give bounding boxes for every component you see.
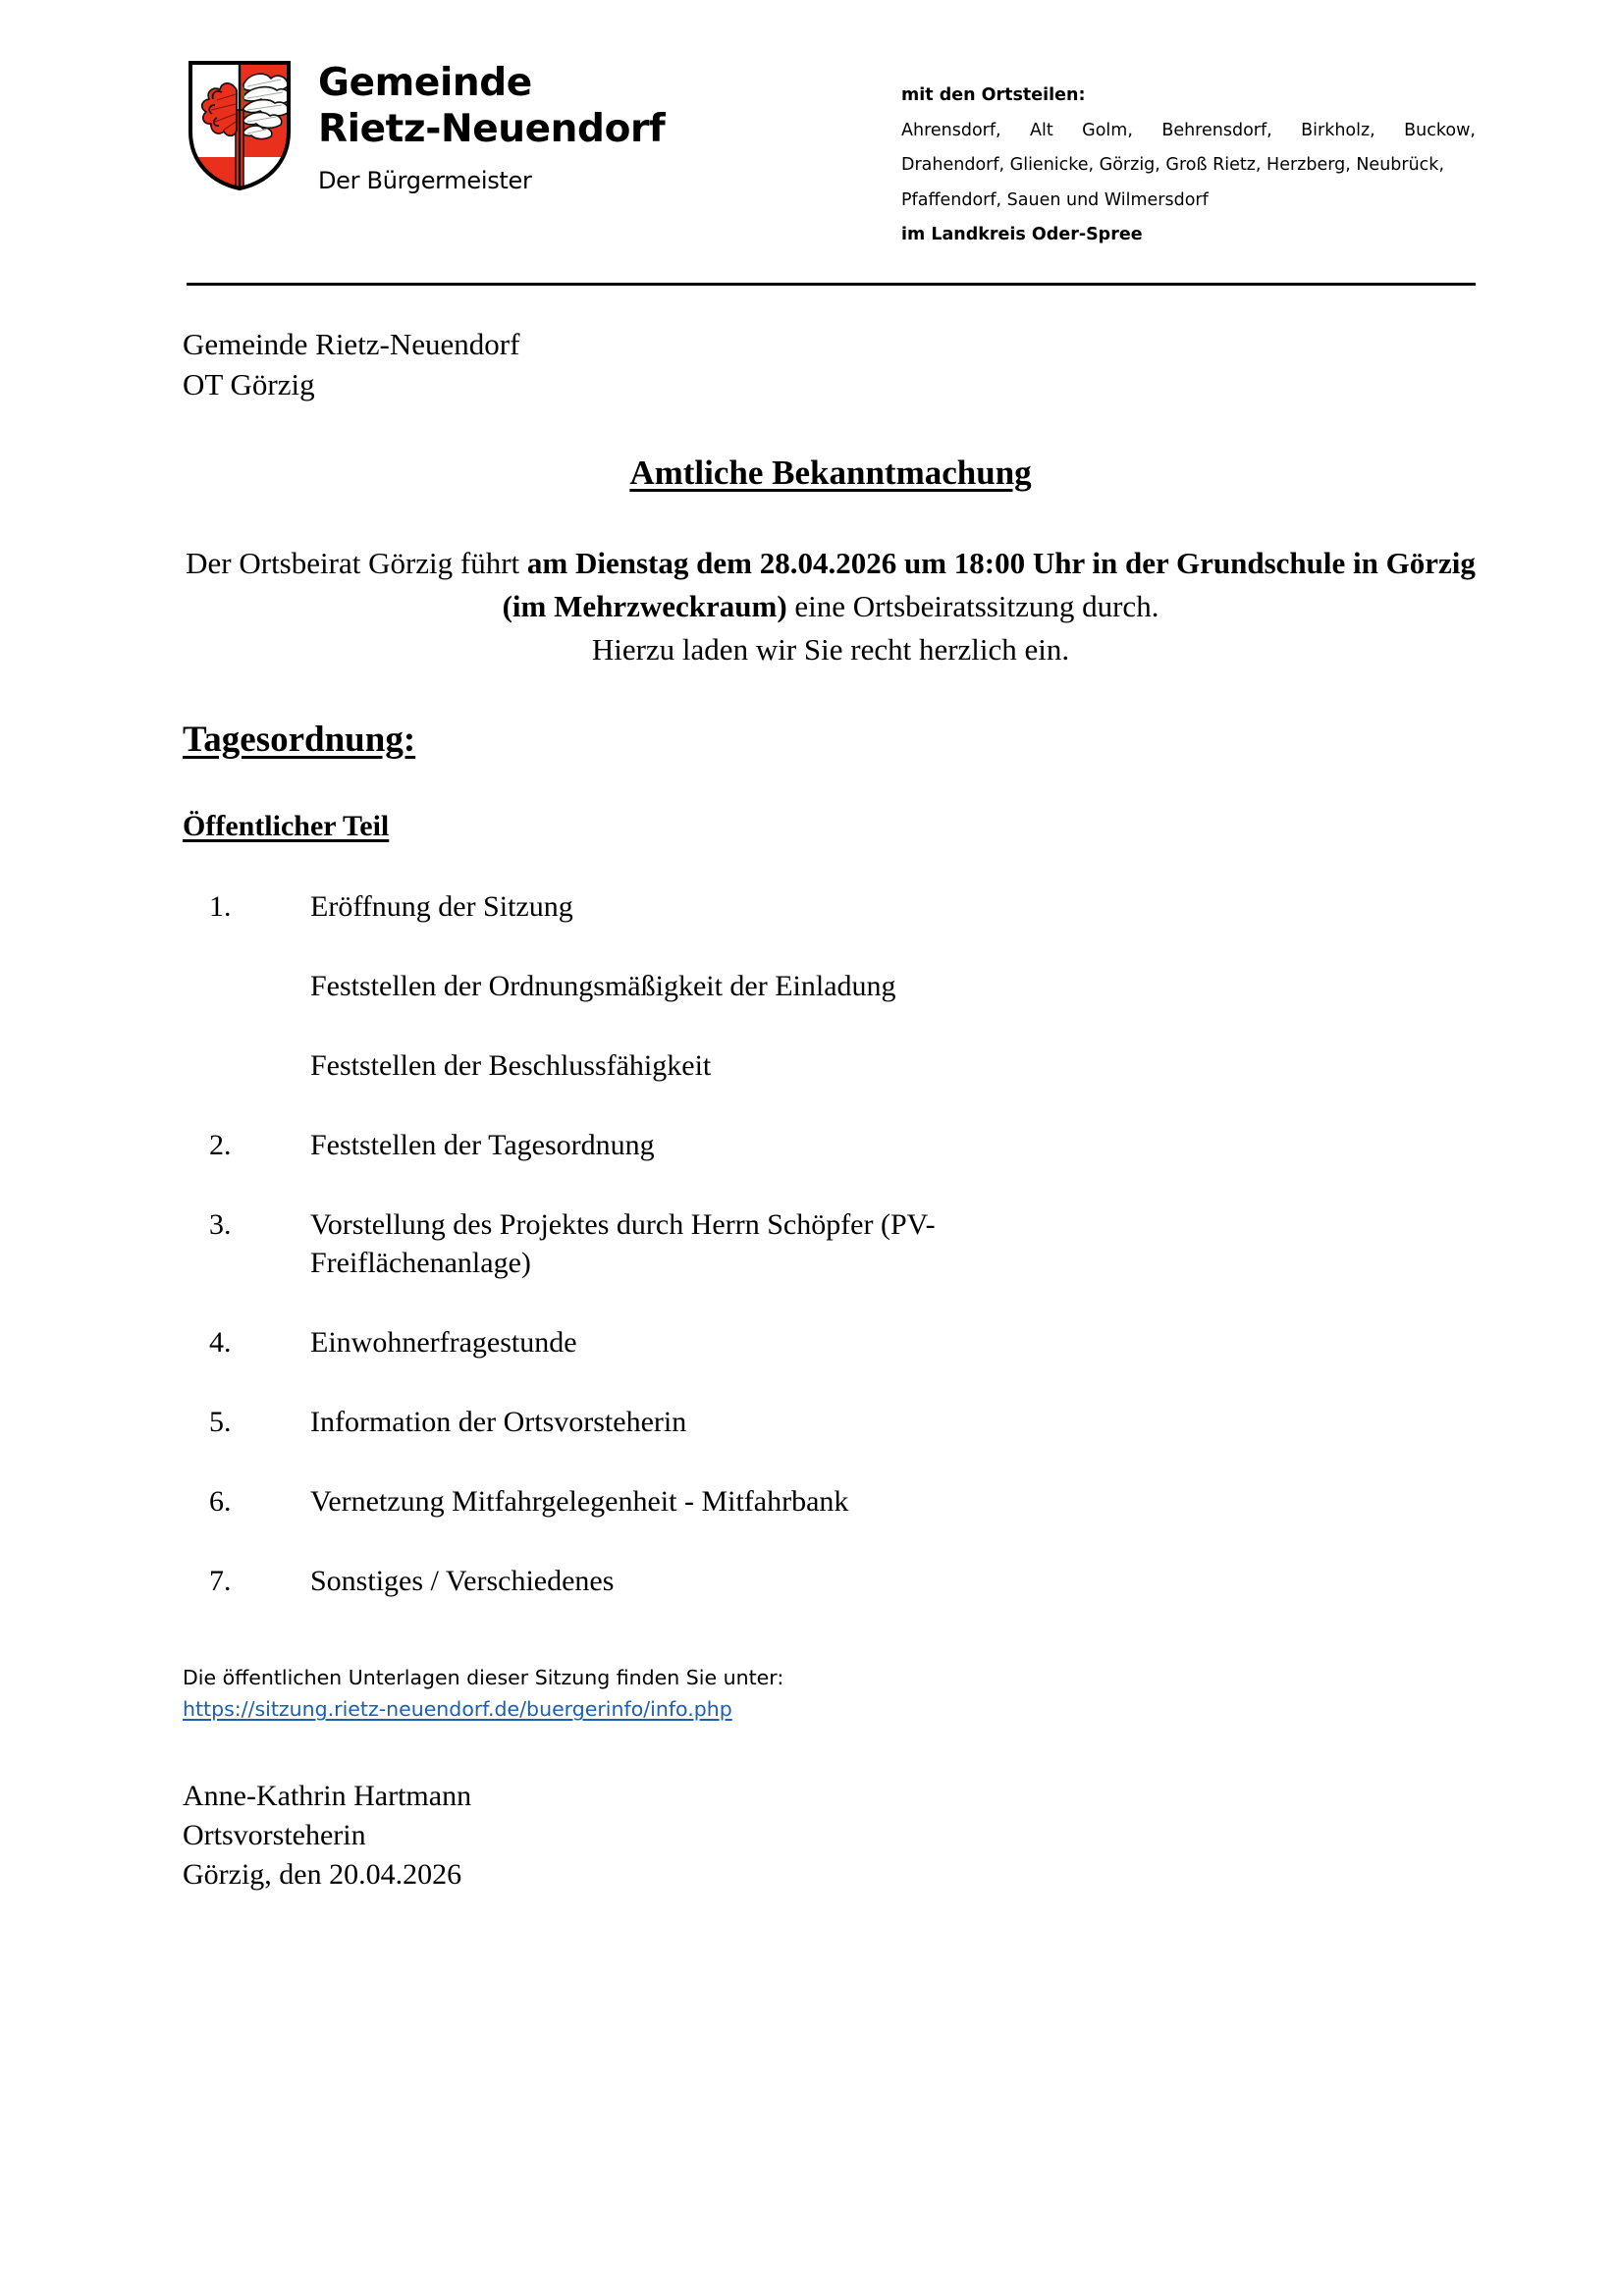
agenda-item-text: Sonstiges / Verschiedenes (310, 1565, 615, 1598)
ortsteile-line-2: Drahendorf, Glienicke, Görzig, Groß Rietz, Herzberg, Neubrück, (901, 155, 1445, 176)
agenda-item (183, 1126, 1479, 1164)
header-divider (187, 283, 1476, 286)
agenda-item (183, 887, 1479, 926)
district-label: im Landkreis Oder-Spree (901, 225, 1143, 245)
agenda-item-number: 7. (209, 1565, 232, 1598)
addressee-block (183, 324, 1479, 404)
lead-invitation-line: Hierzu laden wir Sie recht herzlich ein. (591, 632, 1070, 667)
documents-link[interactable]: https://sitzung.rietz-neuendorf.de/buergerinfo/info.php (183, 1697, 732, 1722)
public-part-heading: Öffentlicher Teil (183, 810, 390, 843)
agenda-list (183, 887, 1479, 1600)
letterhead (187, 57, 1476, 253)
page-title: Amtliche Bekanntmachung (629, 454, 1032, 493)
coat-of-arms-icon (187, 59, 293, 192)
signature-place-date: Görzig, den 20.04.2026 (183, 1858, 462, 1892)
addressee-line-1: Gemeinde Rietz-Neuendorf (183, 327, 520, 361)
lead-text-part-2: eine Ortsbeiratssitzung durch. (786, 589, 1159, 624)
agenda-item (183, 1046, 1479, 1085)
agenda-item-number: 4. (209, 1326, 232, 1360)
agenda-item-text: Feststellen der Beschlussfähigkeit (310, 1049, 712, 1083)
ortsteile-line-1: Ahrensdorf, Alt Golm, Behrensdorf, Birkholz, Buckow, (901, 120, 1476, 140)
addressee-line-2: OT Görzig (183, 367, 315, 402)
lead-paragraph (183, 542, 1479, 671)
agenda-heading: Tagesordnung: (183, 720, 416, 761)
agenda-item-text: Vorstellung des Projektes durch Herrn Schöpfer (PV-Freiflächenanlage) (310, 1208, 936, 1280)
agenda-item-text: Vernetzung Mitfahrgelegenheit - Mitfahrbank (310, 1485, 849, 1519)
agenda-item-text: Einwohnerfragestunde (310, 1326, 577, 1360)
brand-text-block (318, 57, 665, 194)
agenda-item-number: 2. (209, 1129, 232, 1162)
agenda-item-number: 1. (209, 890, 232, 924)
ortsteile-block (901, 57, 1476, 253)
lead-text-part-1: Der Ortsbeirat Görzig führt (186, 546, 527, 581)
ortsteile-line-3: Pfaffendorf, Sauen und Wilmersdorf (901, 189, 1209, 210)
agenda-item-text: Eröffnung der Sitzung (310, 890, 573, 924)
municipality-name-line2: Rietz-Neuendorf (318, 106, 666, 151)
agenda-item (183, 1205, 1479, 1282)
agenda-item-text: Feststellen der Ordnungsmäßigkeit der Einladung (310, 970, 896, 1003)
agenda-item-text: Information der Ortsvorsteherin (310, 1406, 687, 1439)
documents-note (183, 1663, 1479, 1726)
ortsteile-heading: mit den Ortsteilen: (901, 85, 1086, 105)
municipality-name-line1: Gemeinde (318, 61, 532, 105)
agenda-item-number: 6. (209, 1485, 232, 1519)
agenda-item-text: Feststellen der Tagesordnung (310, 1129, 655, 1162)
signer-name: Anne-Kathrin Hartmann (183, 1780, 472, 1813)
signature-block (183, 1777, 1479, 1896)
mayor-role-label: Der Bürgermeister (318, 166, 532, 194)
agenda-item (183, 1482, 1479, 1521)
document-body (183, 324, 1479, 1896)
municipality-brand (187, 57, 665, 194)
agenda-item (183, 1403, 1479, 1441)
agenda-item (183, 967, 1479, 1005)
agenda-item-number: 3. (209, 1208, 232, 1242)
agenda-item (183, 1323, 1479, 1362)
documents-note-text: Die öffentlichen Unterlagen dieser Sitzung finden Sie unter: (183, 1666, 784, 1690)
lead-text-bold: am Dienstag dem 28.04.2026 um 18:00 Uhr in der Grundschule in Görzig (im Mehrzweckraum) (502, 546, 1476, 624)
agenda-item (183, 1562, 1479, 1600)
agenda-item-number: 5. (209, 1406, 232, 1439)
signer-role: Ortsvorsteherin (183, 1819, 366, 1852)
